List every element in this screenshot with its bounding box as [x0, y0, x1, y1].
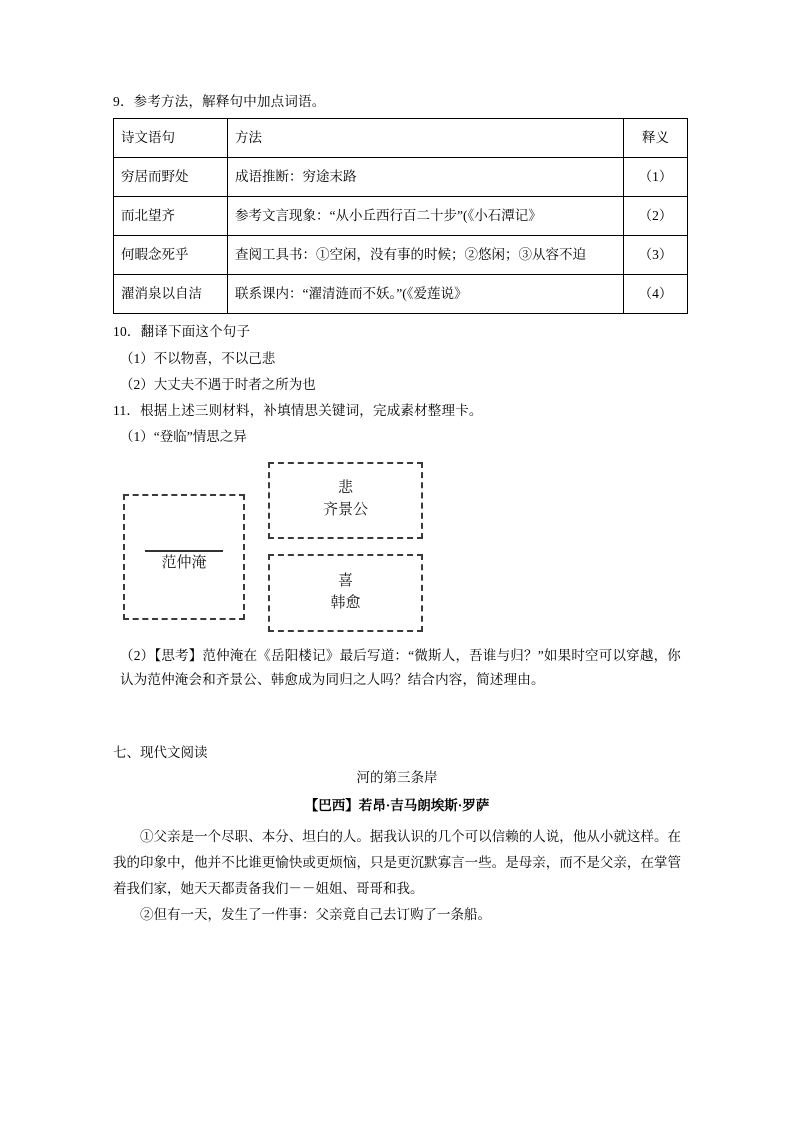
question-11-number: 11．	[113, 403, 141, 418]
question-10	[113, 322, 681, 342]
cell-phrase: 何暇念死乎	[114, 236, 228, 275]
question-11	[113, 401, 681, 421]
question-9-text: 参考方法，解释句中加点词语。	[133, 94, 326, 109]
cell-method: 联系课内：“濯清涟而不妖。”(《爱莲说》	[228, 275, 624, 314]
diagram-box-bottom-person: 韩愈	[330, 594, 361, 611]
cell-meaning: （1）	[624, 158, 688, 197]
article-author: 【巴西】若昂·吉马朗埃斯·罗萨	[304, 797, 490, 813]
cell-phrase: 穷居而野处	[114, 158, 228, 197]
question-11-sub-2: （2）【思考】范仲淹在《岳阳楼记》最后写道：“微斯人，吾谁与归？”如果时空可以穿越，你认为范仲淹会和齐景公、韩愈成为同归之人吗？结合内容，简述理由。	[120, 647, 681, 688]
table-row	[114, 275, 688, 314]
question-11-text: 根据上述三则材料，补填情思关键词，完成素材整理卡。	[140, 403, 483, 418]
diagram-box-top-emotion: 悲	[337, 480, 353, 497]
table-row	[114, 197, 688, 236]
diagram-box-fan-zhongyan	[123, 494, 245, 620]
reading-section-heading: 七、现代文阅读	[113, 745, 208, 761]
question-9-number: 9．	[113, 94, 134, 109]
cell-method: 查阅工具书：①空闲，没有事的时候；②悠闲；③从容不迫	[228, 236, 624, 275]
question-10-number: 10．	[113, 324, 141, 340]
question-10-item-1: （1）不以物喜，不以己悲	[120, 350, 276, 366]
cell-method: 成语推断：穷途末路	[228, 158, 624, 197]
cell-meaning: （3）	[624, 236, 688, 275]
question-10-text: 翻译下面这个句子	[140, 324, 251, 340]
material-organizer-diagram	[113, 454, 681, 642]
cell-phrase: 而北望齐	[114, 197, 228, 236]
question-9	[113, 92, 681, 112]
article-paragraph-1: ①父亲是一个尽职、本分、坦白的人。据我认识的几个可以信赖的人说，他从小就这样。在我的印象中，他并不比谁更愉快或更烦恼，只是更沉默寡言一些。是母亲，而不是父亲，在掌管着我们家，她天天都责备我们－－姐姐、哥哥和我。	[113, 829, 681, 896]
table-header-meaning: 释义	[624, 119, 688, 158]
table-header-row	[114, 119, 688, 158]
diagram-box-han-yu	[268, 554, 423, 632]
table-header-phrase: 诗文语句	[114, 119, 228, 158]
vocabulary-table	[113, 118, 688, 314]
article-title: 河的第三条岸	[356, 769, 438, 785]
question-10-item-2: （2）大丈夫不遇于时者之所为也	[120, 376, 316, 392]
diagram-box-qi-jinggong	[268, 462, 423, 539]
article-paragraph-2: ②但有一天，发生了一件事：父亲竟自己去订购了一条船。	[140, 906, 491, 922]
table-header-method: 方法	[228, 119, 624, 158]
page-content	[113, 92, 681, 928]
cell-method: 参考文言现象：“从小丘西行百二十步”(《小石潭记》	[228, 197, 624, 236]
blank-fill-in-line[interactable]	[145, 550, 223, 552]
cell-phrase: 濯消泉以自洁	[114, 275, 228, 314]
question-11-sub-1: （1）“登临”情思之异	[120, 429, 247, 445]
cell-meaning: （4）	[624, 275, 688, 314]
section-spacer	[113, 699, 681, 743]
diagram-box-left-name: 范仲淹	[161, 554, 207, 571]
diagram-box-bottom-emotion: 喜	[337, 572, 353, 589]
diagram-box-top-person: 齐景公	[322, 502, 368, 518]
table-row	[114, 236, 688, 275]
table-row	[114, 158, 688, 197]
cell-meaning: （2）	[624, 197, 688, 236]
